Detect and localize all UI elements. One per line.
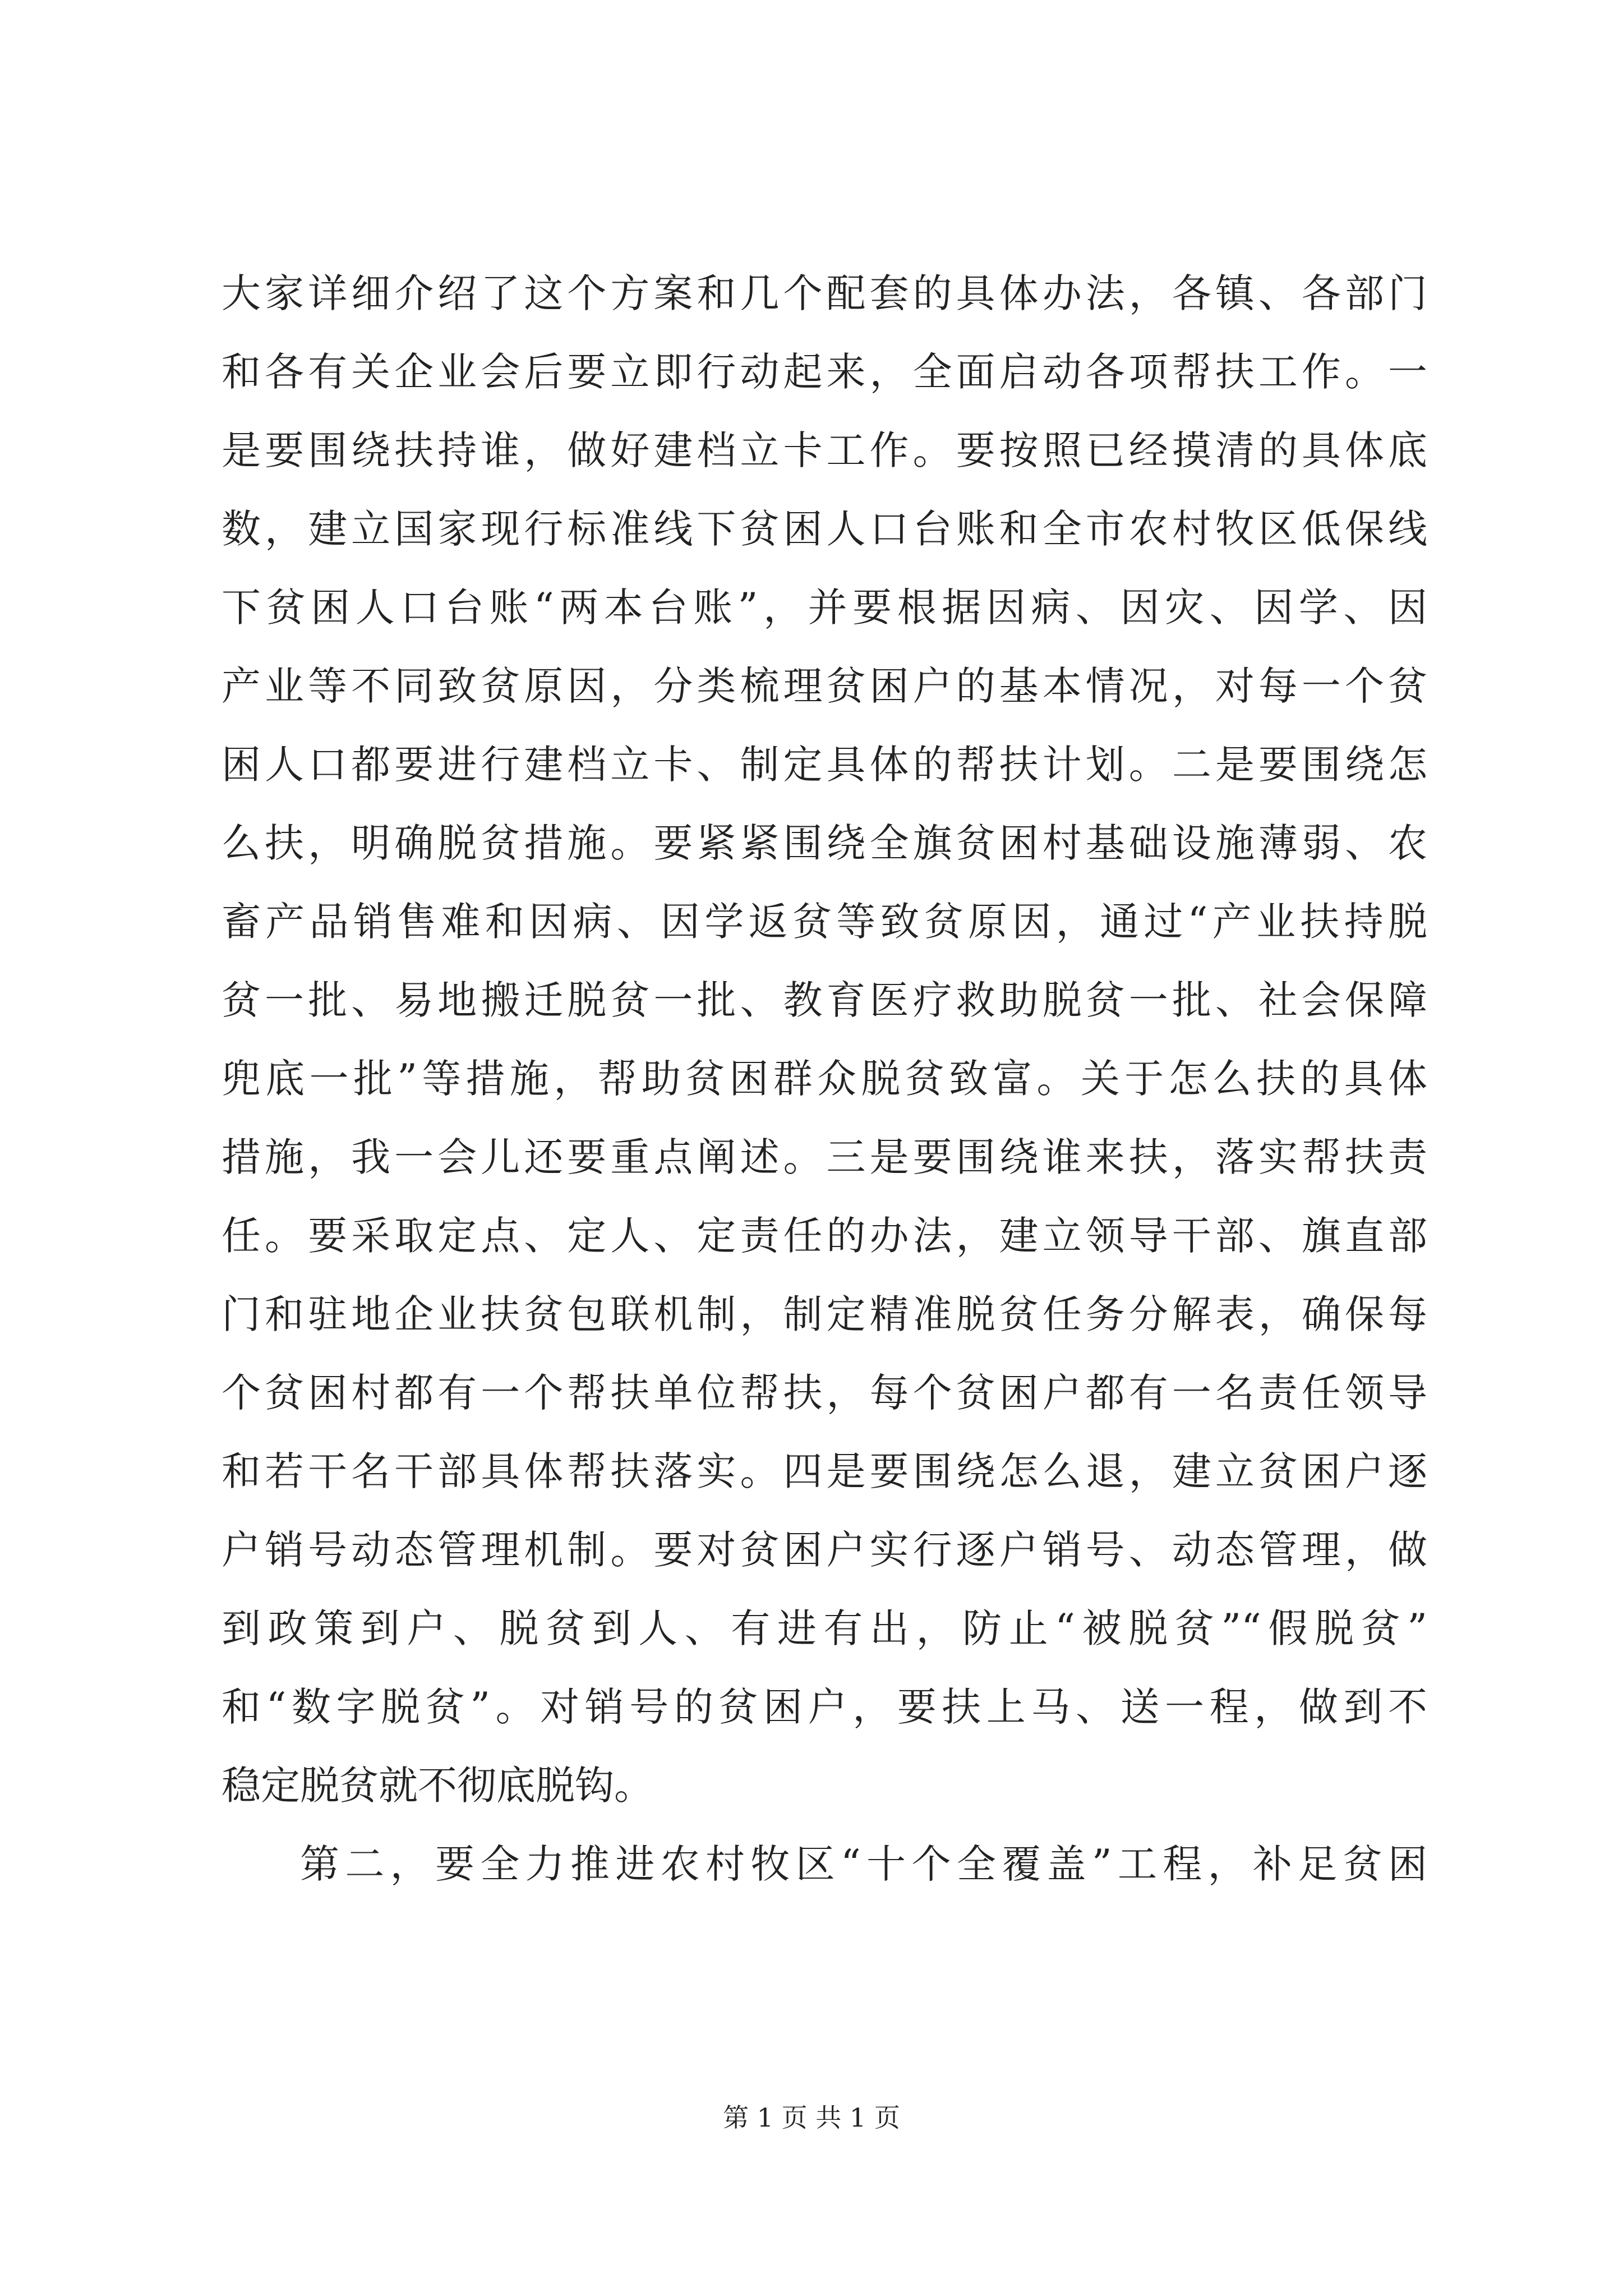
page-number-footer: 第 1 页 共 1 页: [723, 2102, 900, 2133]
document-page: 大家详细介绍了这个方案和几个配套的具体办法，各镇、各部门 和各有关企业会后要立即行动起来，全面启动各项帮扶工作。一 是要围绕扶持谁，做好建档立卡工作。要按照已经摸清的具体底 数，建立国家现行标准线下贫困人口台账和全市农村牧区低保线 下贫困人口台账“两本台账”，并要根据因病、因灾、因学、因 产业等不同致贫原因，分类梳理贫困户的基本情况，对每一个贫 困人口都要进行建档立卡、制定具体的帮扶计划。二是要围绕怎 么扶，明确脱贫措施。要紧紧围绕全旗贫困村基础设施薄弱、农 畜产品销售难和因病、因学返贫等致贫原因，通过“产业扶持脱 贫一批、易地搬迁脱贫一批、教育医疗救助脱贫一批、社会保障 兜底一批”等措施，帮助贫困群众脱贫致富。关于怎么扶的具体 措施，我一会儿还要重点阐述。三是要围绕谁来扶，落实帮扶责 任。要采取定点、定人、定责任的办法，建立领导干部、旗直部 门和驻地企业扶贫包联机制，制定精准脱贫任务分解表，确保每 个贫困村都有一个帮扶单位帮扶，每个贫困户都有一名责任领导 和若干名干部具体帮扶落实。四是要围绕怎么退，建立贫困户逐 户销号动态管理机制。要对贫困户实行逐户销号、动态管理，做 到政策到户、脱贫到人、有进有出，防止“被脱贫”“假脱贫” 和“数字脱贫”。对销号的贫困户，要扶上马、送一程，做到不 稳定脱贫就不彻底脱钩。 第二，要全力推进农村牧区“十个全覆盖”工程，补足贫困 第 1 页 共 1 页: [0, 0, 1623, 2296]
